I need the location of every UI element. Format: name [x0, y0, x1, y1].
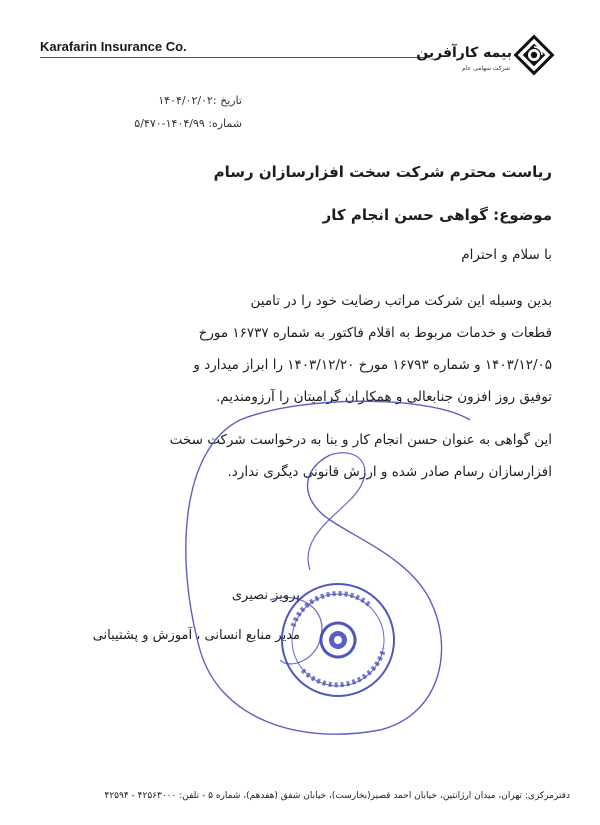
- signatory-name: پرویز نصیری: [231, 588, 300, 603]
- paragraph-line: این گواهی به عنوان حسن انجام کار و بنا به درخواست شرکت سخت: [169, 432, 552, 448]
- body-paragraph-2: [170, 424, 552, 488]
- company-name-en: Karafarin Insurance Co.: [40, 39, 187, 54]
- company-name-fa: بیمه کارآفرین: [416, 45, 512, 61]
- paragraph-line: قطعات و خدمات مربوط به اقلام فاکتور به شماره ۱۶۷۳۷ مورخ: [198, 325, 552, 341]
- greeting: با سلام و احترام: [461, 247, 552, 263]
- company-logo: [416, 27, 570, 87]
- paragraph-line: بدین وسیله این شرکت مراتب رضایت خود را در تامین: [250, 293, 552, 309]
- letter-number: شماره: ۱۴۰۴/۹۹-۵/۴۷۰: [134, 117, 242, 130]
- letter-date: تاریخ :۱۴۰۴/۰۲/۰۲: [158, 94, 242, 107]
- recipient-line: ریاست محترم شرکت سخت افزارسازان رسام: [213, 163, 552, 181]
- company-tagline: شرکت سهامی عام: [462, 65, 510, 72]
- paragraph-line: ۱۴۰۳/۱۲/۰۵ و شماره ۱۶۷۹۳ مورخ ۱۴۰۳/۱۲/۲۰ را ابراز میدارد و: [193, 357, 552, 373]
- paragraph-line: افزارسازان رسام صادر شده و ارزش قانونی دیگری ندارد.: [227, 464, 552, 480]
- signatory-title: مدیر منابع انسانی ، آموزش و پشتیبانی: [92, 628, 300, 643]
- header-divider: [40, 57, 430, 58]
- footer-address: دفترمرکزی: تهران، میدان آرژانتین، خیابان احمد قصیر(بخارست)، خیابان شفق (هفدهم)، شماره ۵ - تلفن: ۴۲۵۶۳۰۰۰ - ۴۲۵۹۴: [104, 791, 570, 801]
- body-paragraph-1: [193, 285, 552, 413]
- paragraph-line: توفیق روز افزون جنابعالی و همکاران گرامیتان را آرزومندیم.: [215, 389, 552, 405]
- logo-mark-icon: [512, 33, 556, 77]
- subject-line: موضوع: گواهی حسن انجام کار: [322, 206, 552, 224]
